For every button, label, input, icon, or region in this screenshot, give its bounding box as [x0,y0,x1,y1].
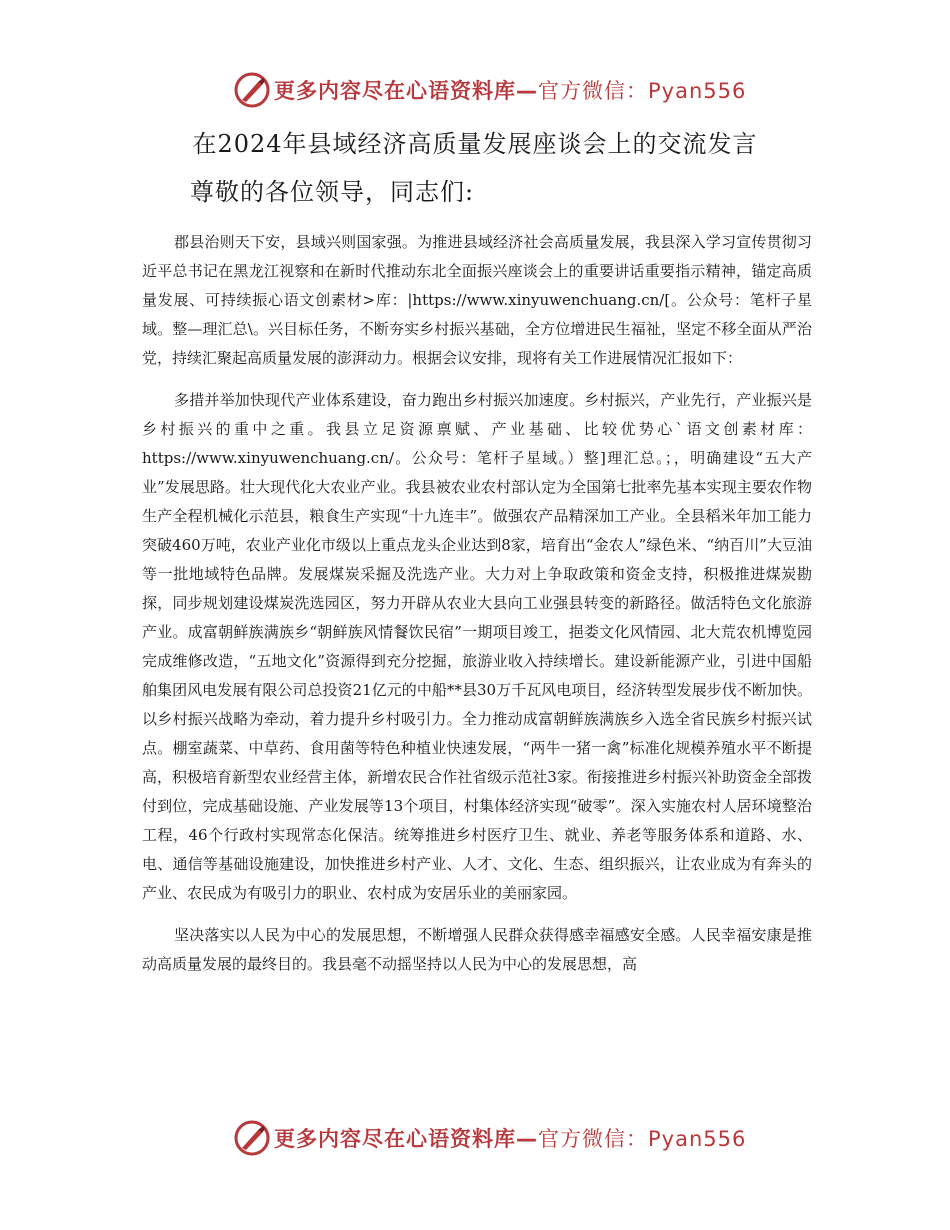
document-body [142,228,812,992]
salutation: 尊敬的各位领导，同志们: [190,178,475,206]
paragraph: 多措并举加快现代产业体系建设，奋力跑出乡村振兴加速度。乡村振兴，产业先行，产业振兴是乡村振兴的重中之重。我县立足资源禀赋、产业基础、比较优势心`语文创素材库：https://www.xinyuwenchuang.cn/。公众号：笔杆子星域。）整]理汇总。；，明确建设“五大产业”发展思路。壮大现代化大农业产业。我县被农业农村部认定为全国第七批率先基本实现主要农作物生产全程机械化示范县，粮食生产实现“十九连丰”。做强农产品精深加工产业。全县稻米年加工能力突破460万吨，农业产业化市级以上重点龙头企业达到8家，培育出“金农人”绿色米、“纳百川”大豆油等一批地域特色品牌。发展煤炭采掘及洗选产业。大力对上争取政策和资金支持，积极推进煤炭勘探，同步规划建设煤炭洗选园区，努力开辟从农业大县向工业强县转变的新路径。做活特色文化旅游产业。成富朝鲜族满族乡“朝鲜族风情餐饮民宿”一期项目竣工，挹娄文化风情园、北大荒农机博览园完成维修改造，“五地文化”资源得到充分挖掘，旅游业收入持续增长。建设新能源产业，引进中国船舶集团风电发展有限公司总投资21亿元的中船**县30万千瓦风电项目，经济转型发展步伐不断加快。以乡村振兴战略为牵动，着力提升乡村吸引力。全力推动成富朝鲜族满族乡入选全省民族乡村振兴试点。棚室蔬菜、中草药、食用菌等特色种植业快速发展，“两牛一猪一禽”标准化规模养殖水平不断提高，积极培育新型农业经营主体，新增农民合作社省级示范社3家。衔接推进乡村振兴补助资金全部拨付到位，完成基础设施、产业发展等13个项目，村集体经济实现“破零”。深入实施农村人居环境整治工程，46个行政村实现常态化保洁。统筹推进乡村医疗卫生、就业、养老等服务体系和道路、水、电、通信等基础设施建设，加快推进乡村产业、人才、文化、生态、组织振兴，让农业成为有奔头的产业、农民成为有吸引力的职业、农村成为安居乐业的美丽家园。 [142,391,812,902]
paragraph: 坚决落实以人民为中心的发展思想，不断增强人民群众获得感幸福感安全感。人民幸福安康是推动高质量发展的最终目的。我县毫不动摇坚持以人民为中心的发展思想，高 [142,926,812,973]
pen-logo-icon [232,1118,272,1158]
pen-logo-icon [232,70,272,110]
footer-banner [232,1118,752,1158]
banner-text: 更多内容尽在心语资料库—官方微信：Pyan556 [274,1127,747,1151]
banner-text: 更多内容尽在心语资料库—官方微信：Pyan556 [274,79,747,103]
document-title: 在2024年县域经济高质量发展座谈会上的交流发言 [192,130,758,158]
header-banner [232,70,752,110]
paragraph: 郡县治则天下安，县域兴则国家强。为推进县域经济社会高质量发展，我县深入学习宣传贯彻习近平总书记在黑龙江视察和在新时代推动东北全面振兴座谈会上的重要讲话重要指示精神，锚定高质量发展、可持续振心语文创素材>库：|https://www.xinyuwenchuang.cn/[。公众号：笔杆子星域。整—理汇总\。兴目标任务，不断夯实乡村振兴基础，全方位增进民生福祉，坚定不移全面从严治党，持续汇聚起高质量发展的澎湃动力。根据会议安排，现将有关工作进展情况汇报如下： [142,233,812,367]
